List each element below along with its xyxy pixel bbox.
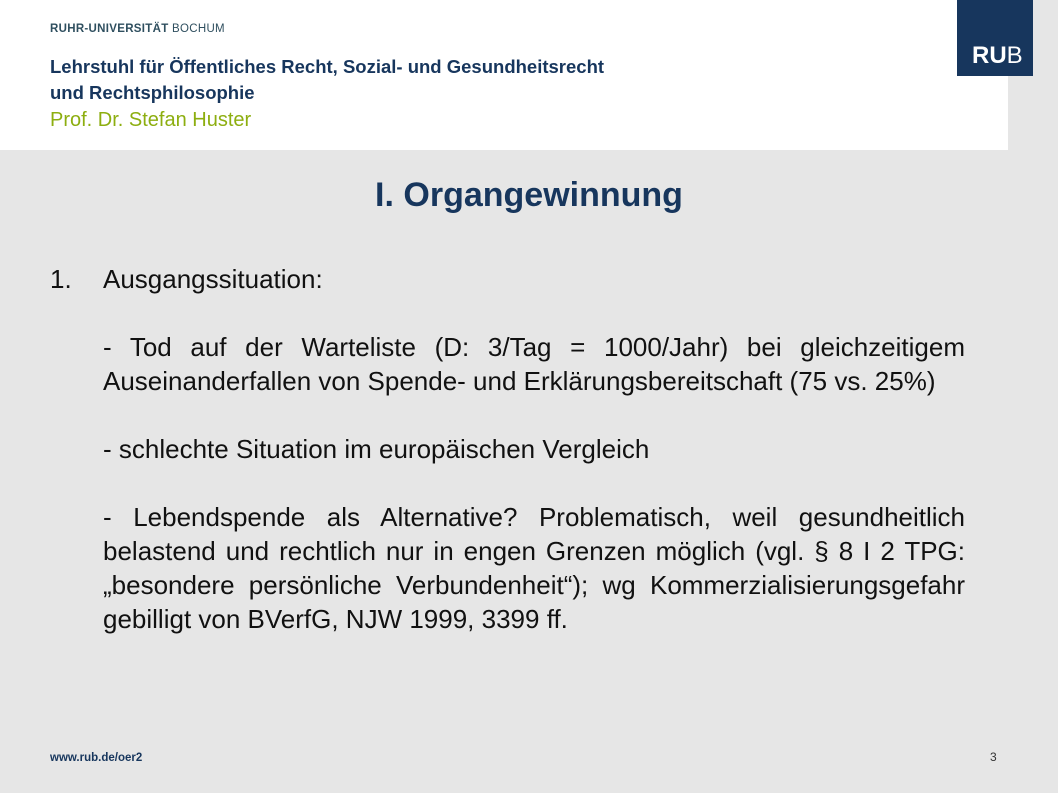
bullet-living-donation: - Lebendspende als Alternative? Problematisch, weil gesundheitlich belastend und rechtlich nur in engen Grenzen möglich (vgl. § 8 I 2 TPG: „besondere persönliche Verbundenheit“); wg Kommerzialisierungsgefahr gebilligt von BVerfG, NJW 1999, 3399 ff. bbox=[103, 502, 965, 634]
university-name-bold: RUHR-UNIVERSITÄT bbox=[50, 23, 169, 35]
rub-logo-text bbox=[972, 44, 1023, 68]
bullet-waiting-list: - Tod auf der Warteliste (D: 3/Tag = 1000/Jahr) bei gleichzeitigem Auseinanderfallen von Spende- und Erklärungsbereitschaft (75 vs. 25%) bbox=[103, 332, 965, 396]
list-item-number: 1. bbox=[50, 264, 72, 294]
bullet-european-comparison: - schlechte Situation im europäischen Vergleich bbox=[103, 434, 650, 464]
list-item-body bbox=[103, 262, 965, 636]
chair-name bbox=[50, 54, 810, 106]
rub-logo bbox=[957, 0, 1033, 76]
rub-logo-bold: RU bbox=[972, 42, 1007, 69]
chair-name-line2: und Rechtsphilosophie bbox=[50, 82, 255, 103]
list-item-heading: Ausgangssituation: bbox=[103, 264, 323, 294]
professor-name: Prof. Dr. Stefan Huster bbox=[50, 109, 252, 131]
rub-logo-rest: B bbox=[1006, 42, 1023, 69]
header bbox=[0, 0, 1008, 150]
university-name bbox=[50, 23, 225, 35]
page-number: 3 bbox=[990, 750, 997, 764]
slide-title: I. Organgewinnung bbox=[375, 176, 683, 214]
footer-url[interactable]: www.rub.de/oer2 bbox=[50, 752, 143, 764]
university-name-rest: BOCHUM bbox=[168, 23, 225, 35]
chair-name-line1: Lehrstuhl für Öffentliches Recht, Sozial- und Gesundheitsrecht bbox=[50, 56, 605, 77]
